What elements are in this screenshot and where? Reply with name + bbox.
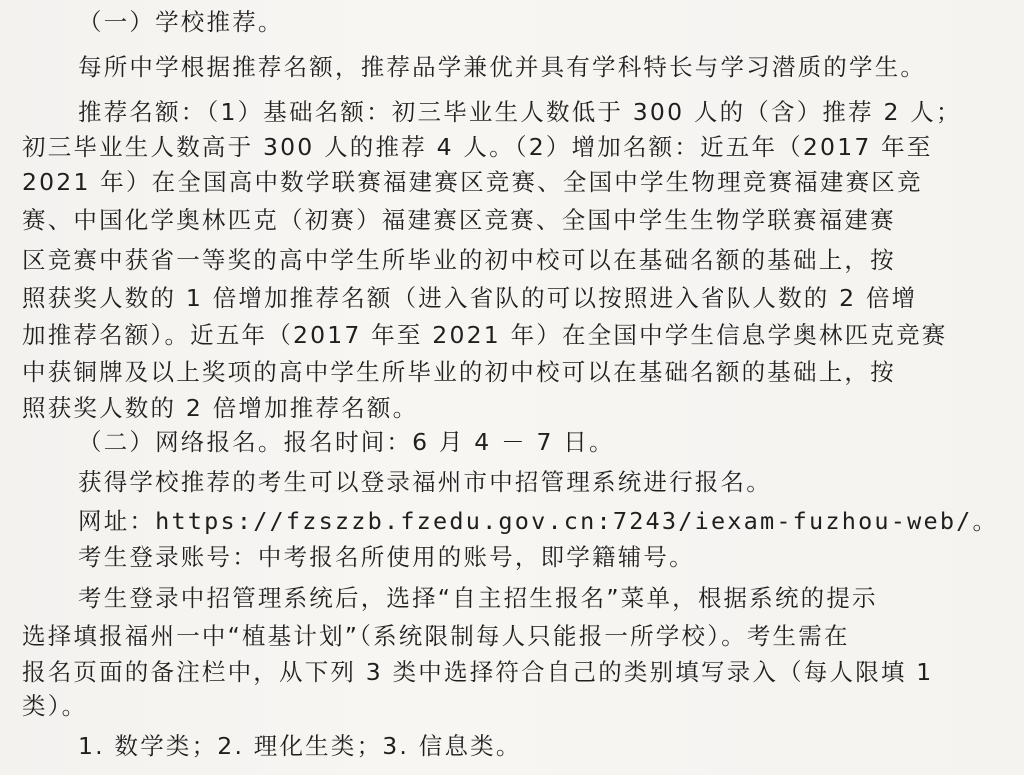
paragraph-line: 每所中学根据推荐名额，推荐品学兼优并具有学科特长与学习潜质的学生。 xyxy=(78,53,927,81)
paragraph-line: 加推荐名额）。近五年（2017 年至 2021 年）在全国中学生信息学奥林匹克竞赛 xyxy=(22,321,948,349)
paragraph-line: 类）。 xyxy=(22,692,88,720)
paragraph-line: 照获奖人数的 2 倍增加推荐名额。 xyxy=(22,394,419,422)
paragraph-line: 初三毕业生人数高于 300 人的推荐 4 人。（2）增加名额：近五年（2017 年至 xyxy=(22,133,933,161)
paragraph-line: 考生登录账号：中考报名所使用的账号，即学籍辅号。 xyxy=(78,543,695,571)
paragraph-line: 报名页面的备注栏中，从下列 3 类中选择符合自己的类别填写录入（每人限填 1 xyxy=(22,658,934,686)
paragraph-line: 选择填报福州一中“植基计划”（系统限制每人只能报一所学校）。考生需在 xyxy=(22,622,850,650)
paragraph-line: 2021 年）在全国高中数学联赛福建赛区竞赛、全国中学生物理竞赛福建赛区竞 xyxy=(22,168,923,196)
paragraph-line: 获得学校推荐的考生可以登录福州市中招管理系统进行报名。 xyxy=(78,468,772,496)
registration-url-line: 网址：https://fzszzb.fzedu.gov.cn:7243/iexam-fuzhou-web/。 xyxy=(78,507,999,535)
section-heading-school-recommendation: （一）学校推荐。 xyxy=(78,8,284,36)
paragraph-line: 中获铜牌及以上奖项的高中学生所毕业的初中校可以在基础名额的基础上，按 xyxy=(22,358,896,386)
paragraph-line: 赛、中国化学奥林匹克（初赛）福建赛区竞赛、全国中学生生物学联赛福建赛 xyxy=(22,206,896,234)
paragraph-line: 考生登录中招管理系统后，选择“自主招生报名”菜单，根据系统的提示 xyxy=(78,584,878,612)
section-heading-online-registration: （二）网络报名。报名时间：6 月 4 － 7 日。 xyxy=(78,428,615,456)
paragraph-line: 区竞赛中获省一等奖的高中学生所毕业的初中校可以在基础名额的基础上，按 xyxy=(22,246,896,274)
category-list-line: 1. 数学类；2. 理化生类；3. 信息类。 xyxy=(78,732,522,760)
paragraph-line: 照获奖人数的 1 倍增加推荐名额（进入省队的可以按照进入省队人数的 2 倍增 xyxy=(22,284,918,312)
paragraph-line: 推荐名额：（1）基础名额：初三毕业生人数低于 300 人的（含）推荐 2 人； xyxy=(78,98,962,126)
